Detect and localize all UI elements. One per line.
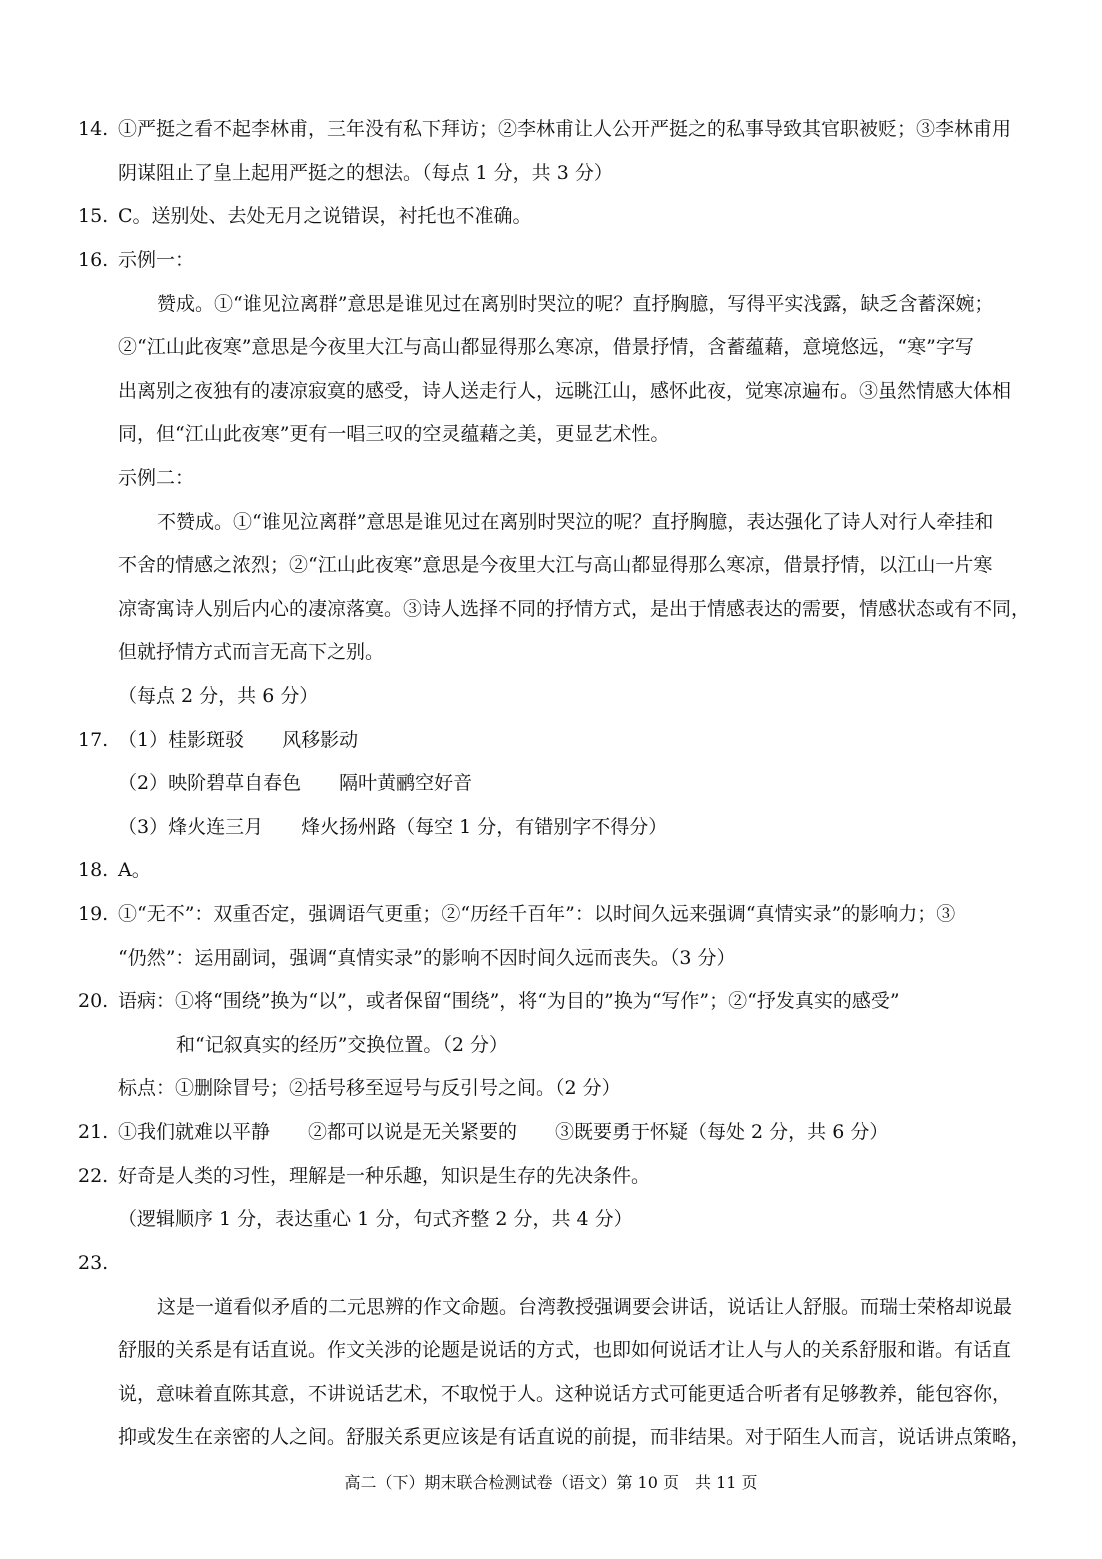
line-text: 语病：①将“围绕”换为“以”，或者保留“围绕”，将“为目的”换为“写作”；②“抒发真实的感受” — [118, 990, 900, 1012]
question-number: 16. — [78, 249, 109, 271]
line-23-p2 — [118, 1337, 1011, 1363]
line-21 — [78, 1119, 888, 1145]
line-17-2 — [118, 770, 472, 796]
line-text: 好奇是人类的习性，理解是一种乐趣，知识是生存的先决条件。 — [118, 1165, 651, 1187]
line-16-p3 — [118, 378, 1011, 404]
line-text: 凉寄寓诗人别后内心的凄凉落寞。③诗人选择不同的抒情方式，是出于情感表达的需要，情感状态或有不同， — [118, 598, 1031, 620]
line-22b — [118, 1206, 633, 1232]
line-20b — [176, 1032, 508, 1058]
question-number: 20. — [78, 990, 109, 1012]
line-16-p2 — [118, 334, 974, 360]
line-text: （每点 2 分，共 6 分） — [118, 685, 319, 707]
question-number: 19. — [78, 903, 109, 925]
line-20a — [78, 988, 900, 1014]
line-text: 赞成。①“谁见泣离群”意思是谁见过在离别时哭泣的呢？直抒胸臆，写得平实浅露，缺乏含蓄深婉； — [157, 293, 994, 315]
line-16-p1 — [157, 291, 993, 317]
line-16-p6 — [118, 552, 992, 578]
line-16-p7 — [118, 596, 1030, 622]
line-14b — [118, 160, 613, 186]
question-number: 17. — [78, 729, 109, 751]
line-text: 说，意味着直陈其意，不讲说话艺术，不取悦于人。这种说话方式可能更适合听者有足够教养，能包容你， — [118, 1383, 1012, 1405]
line-16-example2 — [118, 465, 194, 491]
line-text: A。 — [118, 859, 151, 881]
question-number: 21. — [78, 1121, 109, 1143]
line-20c — [118, 1075, 621, 1101]
line-text: 抑或发生在亲密的人之间。舒服关系更应该是有话直说的前提，而非结果。对于陌生人而言，说话讲点策略， — [118, 1426, 1031, 1448]
line-text: 出离别之夜独有的凄凉寂寞的感受，诗人送走行人，远眺江山，感怀此夜，觉寒凉遍布。③虽然情感大体相 — [118, 380, 1012, 402]
line-text: ②“江山此夜寒”意思是今夜里大江与高山都显得那么寒凉，借景抒情，含蓄蕴藉，意境悠远，“寒”字写 — [118, 336, 974, 358]
line-16-score — [118, 683, 318, 709]
line-text: （逻辑顺序 1 分，表达重心 1 分，句式齐整 2 分，共 4 分） — [118, 1208, 633, 1230]
line-text: C。送别处、去处无月之说错误，衬托也不准确。 — [118, 205, 532, 227]
line-text: 不赞成。①“谁见泣离群”意思是谁见过在离别时哭泣的呢？直抒胸臆，表达强化了诗人对行人牵挂和 — [157, 511, 994, 533]
line-19a — [78, 901, 955, 927]
line-23 — [78, 1250, 118, 1276]
line-text: 但就抒情方式而言无高下之别。 — [118, 641, 385, 663]
question-number: 22. — [78, 1165, 109, 1187]
question-number: 18. — [78, 859, 109, 881]
line-text: 不舍的情感之浓烈；②“江山此夜寒”意思是今夜里大江与高山都显得那么寒凉，借景抒情，以江山一片寒 — [118, 554, 993, 576]
line-text: ①严挺之看不起李林甫，三年没有私下拜访；②李林甫让人公开严挺之的私事导致其官职被贬；③李林甫用 — [118, 118, 1012, 140]
line-23-p4 — [118, 1424, 1030, 1450]
page-footer: 高二（下）期末联合检测试卷（语文）第 10 页 共 11 页 — [344, 1473, 758, 1492]
line-text: 和“记叙真实的经历”交换位置。（2 分） — [176, 1034, 509, 1056]
line-16-p5 — [157, 509, 993, 535]
line-text: 标点：①删除冒号；②括号移至逗号与反引号之间。（2 分） — [118, 1077, 621, 1099]
line-23-p3 — [118, 1381, 1011, 1407]
question-number: 15. — [78, 205, 109, 227]
line-16-p8 — [118, 639, 384, 665]
line-16 — [78, 247, 194, 273]
line-text: （1）桂影斑驳 风移影动 — [118, 729, 359, 751]
line-text: ①我们就难以平静 ②都可以说是无关紧要的 ③既要勇于怀疑（每处 2 分，共 6 分） — [118, 1121, 889, 1143]
line-18 — [78, 857, 151, 883]
line-17-1 — [78, 727, 358, 753]
line-22a — [78, 1163, 650, 1189]
line-text: ①“无不”：双重否定，强调语气更重；②“历经千百年”：以时间久远来强调“真情实录”的影响力；③ — [118, 903, 956, 925]
line-14a — [78, 116, 1011, 142]
line-19b — [118, 945, 735, 971]
line-text: 这是一道看似矛盾的二元思辨的作文命题。台湾教授强调要会讲话，说话让人舒服。而瑞士荣格却说最 — [157, 1296, 1013, 1318]
question-number: 23. — [78, 1252, 109, 1274]
line-text: 示例一： — [118, 249, 195, 271]
line-text: 舒服的关系是有话直说。作文关涉的论题是说话的方式，也即如何说话才让人与人的关系舒服和谐。有话直 — [118, 1339, 1012, 1361]
line-17-3 — [118, 814, 667, 840]
line-text: 同，但“江山此夜寒”更有一唱三叹的空灵蕴藉之美，更显艺术性。 — [118, 423, 670, 445]
line-text: “仍然”：运用副词，强调“真情实录”的影响不因时间久远而丧失。（3 分） — [118, 947, 736, 969]
line-16-p4 — [118, 421, 669, 447]
line-text: 阴谋阻止了皇上起用严挺之的想法。（每点 1 分，共 3 分） — [118, 162, 613, 184]
line-15 — [78, 203, 532, 229]
line-23-p1 — [157, 1294, 1012, 1320]
line-text: （3）烽火连三月 烽火扬州路（每空 1 分，有错别字不得分） — [118, 816, 668, 838]
line-text: 示例二： — [118, 467, 195, 489]
line-text: （2）映阶碧草自春色 隔叶黄鹂空好音 — [118, 772, 473, 794]
question-number: 14. — [78, 118, 109, 140]
